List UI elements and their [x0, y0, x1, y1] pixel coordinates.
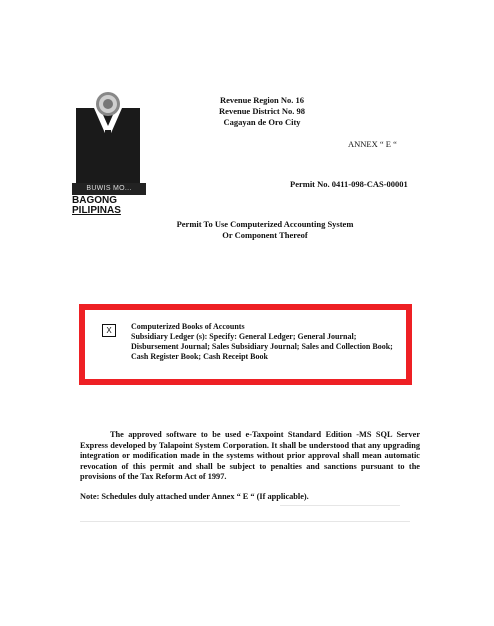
header-region: Revenue Region No. 16	[219, 95, 305, 105]
document-title	[150, 219, 380, 241]
permit-number: Permit No. 0411-098-CAS-00001	[290, 179, 408, 189]
title-line2: Or Component Thereof	[222, 230, 308, 240]
books-list	[131, 322, 403, 362]
logo-text-line1: BAGONG	[72, 195, 117, 206]
faint-divider	[280, 505, 400, 506]
approval-paragraph	[80, 430, 420, 483]
books-line-3: Disbursement Journal; Sales Subsidiary Journal; Sales and Collection Book;	[131, 342, 393, 351]
books-line-2: Subsidiary Ledger (s): Specify: General Ledger; General Journal;	[131, 332, 357, 341]
header-district: Revenue District No. 98	[219, 106, 305, 116]
books-line-4: Cash Register Book; Cash Receipt Book	[131, 352, 268, 361]
approval-text: The approved software to be used e-Taxpoint Standard Edition -MS SQL Server Express developed by Talapoint System Corporation. It shall be understood that any upgrading integration or modification made in the systems without prior approval shall mean automatic revocation of this permit and shall be subject to penalties and sanctions pursuant to the provisions of the Tax Reform Act of 1997.	[80, 430, 420, 481]
books-heading: Computerized Books of Accounts	[131, 322, 245, 331]
office-header	[196, 95, 328, 128]
title-line1: Permit To Use Computerized Accounting System	[176, 219, 354, 229]
bir-logo	[76, 90, 140, 190]
books-checkbox: X	[102, 324, 116, 337]
header-city: Cagayan de Oro City	[223, 117, 301, 127]
logo-band: BUWIS MO...	[72, 183, 146, 195]
annex-label: ANNEX “ E “	[348, 139, 397, 149]
faint-divider	[80, 521, 410, 522]
logo-wordmark	[72, 196, 152, 216]
logo-text-line2: PILIPINAS	[72, 205, 121, 216]
schedule-note: Note: Schedules duly attached under Annex “ E “ (If applicable).	[80, 492, 309, 501]
